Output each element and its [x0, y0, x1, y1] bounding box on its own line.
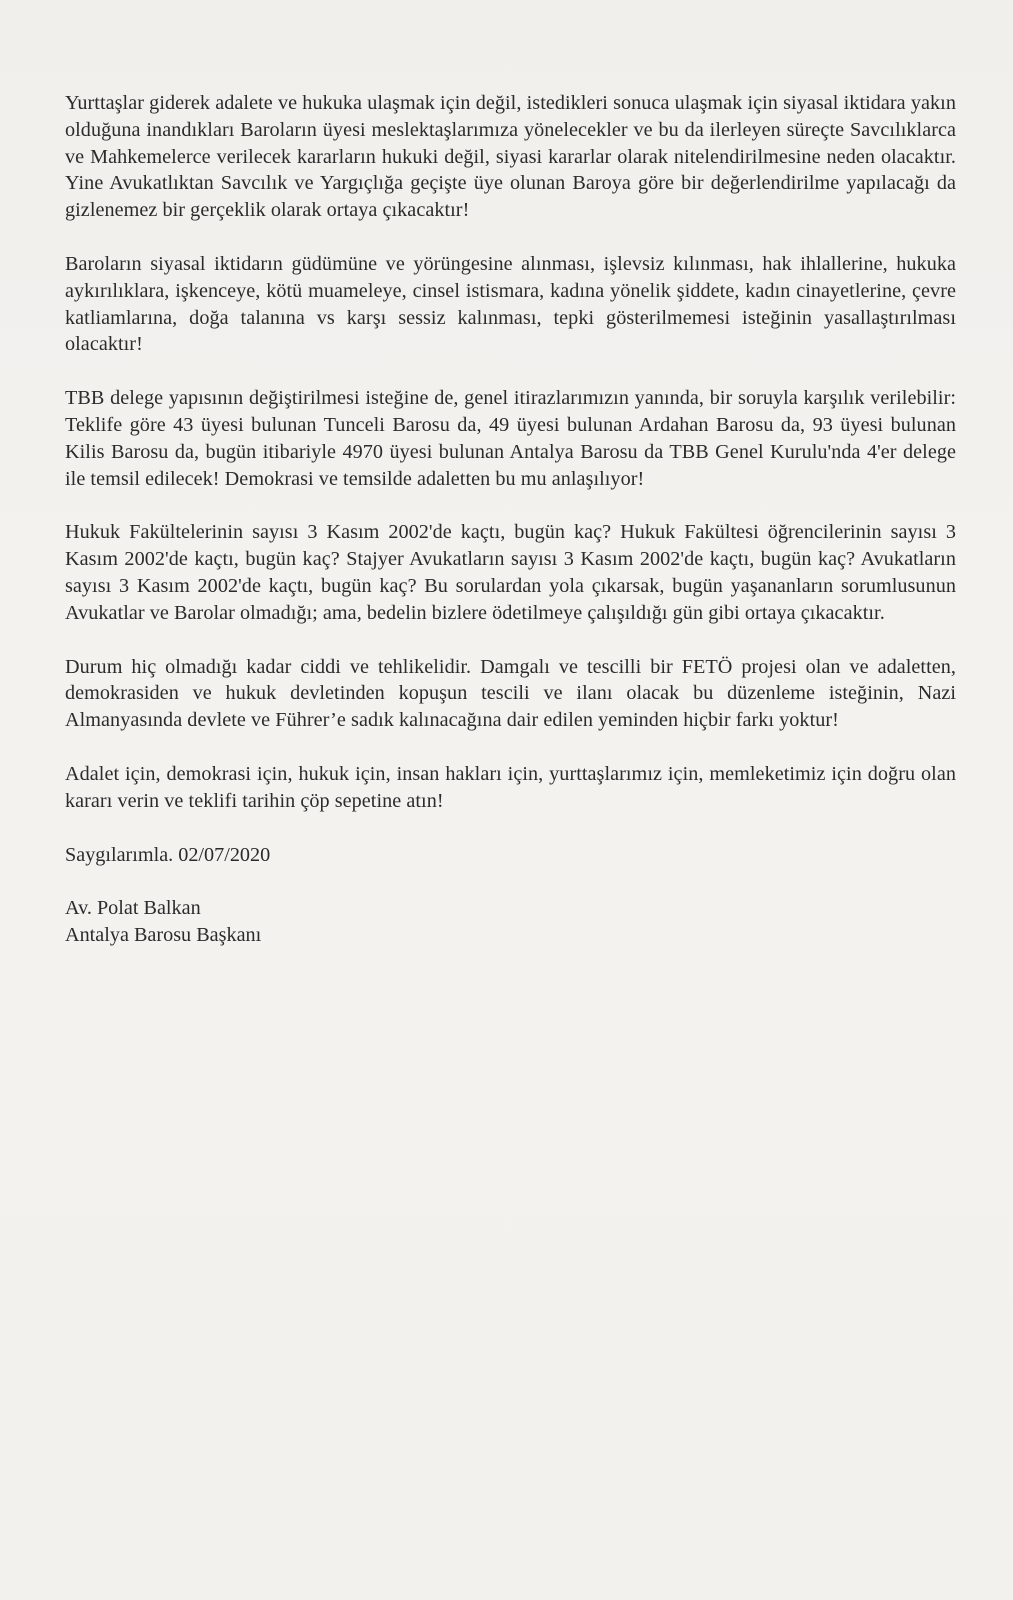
paragraph-5: Durum hiç olmadığı kadar ciddi ve tehlikelidir. Damgalı ve tescilli bir FETÖ projesi olan ve adaletten, demokrasiden ve hukuk devletinden kopuşun tescili ve ilanı olacak bu düzenleme isteğinin, Nazi Almanyasında devlete ve Führer’e sadık kalınacağına dair edilen yeminden hiçbir farkı yoktur!: [65, 655, 956, 732]
signature-title: Antalya Barosu Başkanı: [65, 924, 262, 947]
paragraph-1: Yurttaşlar giderek adalete ve hukuka ulaşmak için değil, istedikleri sonuca ulaşmak için siyasal iktidara yakın olduğuna inandıkları Baroların üyesi meslektaşlarımıza yönelecekler ve bu da ilerleyen süreçte Savcılıklarca ve Mahkemelerce verilecek kararların hukuki değil, siyasi kararlar olarak nitelendirilmesine neden olacaktır. Yine Avukatlıktan Savcılık ve Yargıçlığa geçişte üye olunan Baroya göre bir değerlendirilme yapılacağı da gizlenemez bir gerçeklik olarak ortaya çıkacaktır!: [65, 92, 956, 222]
paragraph-2: Baroların siyasal iktidarın güdümüne ve yörüngesine alınması, işlevsiz kılınması, hak ihlallerine, hukuka aykırılıklara, işkenceye, kötü muameleye, cinsel istismara, kadına yönelik şiddete, kadın cinayetlerine, çevre katliamlarına, doğa talanına vs karşı sessiz kalınması, tepki gösterilmemesi isteğinin yasallaştırılması olacaktır!: [65, 252, 956, 356]
paragraph-6: Adalet için, demokrasi için, hukuk için, insan hakları için, yurttaşlarımız için, memleketimiz için doğru olan kararı verin ve teklifi tarihin çöp sepetine atın!: [65, 762, 956, 812]
paragraph-3: TBB delege yapısının değiştirilmesi isteğine de, genel itirazlarımızın yanında, bir soruyla karşılık verilebilir: Teklife göre 43 üyesi bulunan Tunceli Barosu da, 49 üyesi bulunan Ardahan Barosu da, 93 üyesi bulunan Kilis Barosu da, bugün itibariyle 4970 üyesi bulunan Antalya Barosu da TBB Genel Kurulu'nda 4'er delege ile temsil edilecek! Demokrasi ve temsilde adaletten bu mu anlaşılıyor!: [65, 387, 956, 490]
closing-line: Saygılarımla. 02/07/2020: [65, 843, 271, 866]
signature-name: Av. Polat Balkan: [65, 897, 201, 920]
paragraph-4: Hukuk Fakültelerinin sayısı 3 Kasım 2002'de kaçtı, bugün kaç? Hukuk Fakültesi öğrencilerinin sayısı 3 Kasım 2002'de kaçtı, bugün kaç? Stajyer Avukatların sayısı 3 Kasım 2002'de kaçtı, bugün kaç? Avukatların sayısı 3 Kasım 2002'de kaçtı, bugün kaç? Bu sorulardan yola çıkarsak, bugün yaşananların sorumlusunun Avukatlar ve Barolar olmadığı; ama, bedelin bizlere ödetilmeye çalışıldığı gün gibi ortaya çıkacaktır.: [65, 521, 956, 624]
signature-block: [65, 895, 956, 949]
